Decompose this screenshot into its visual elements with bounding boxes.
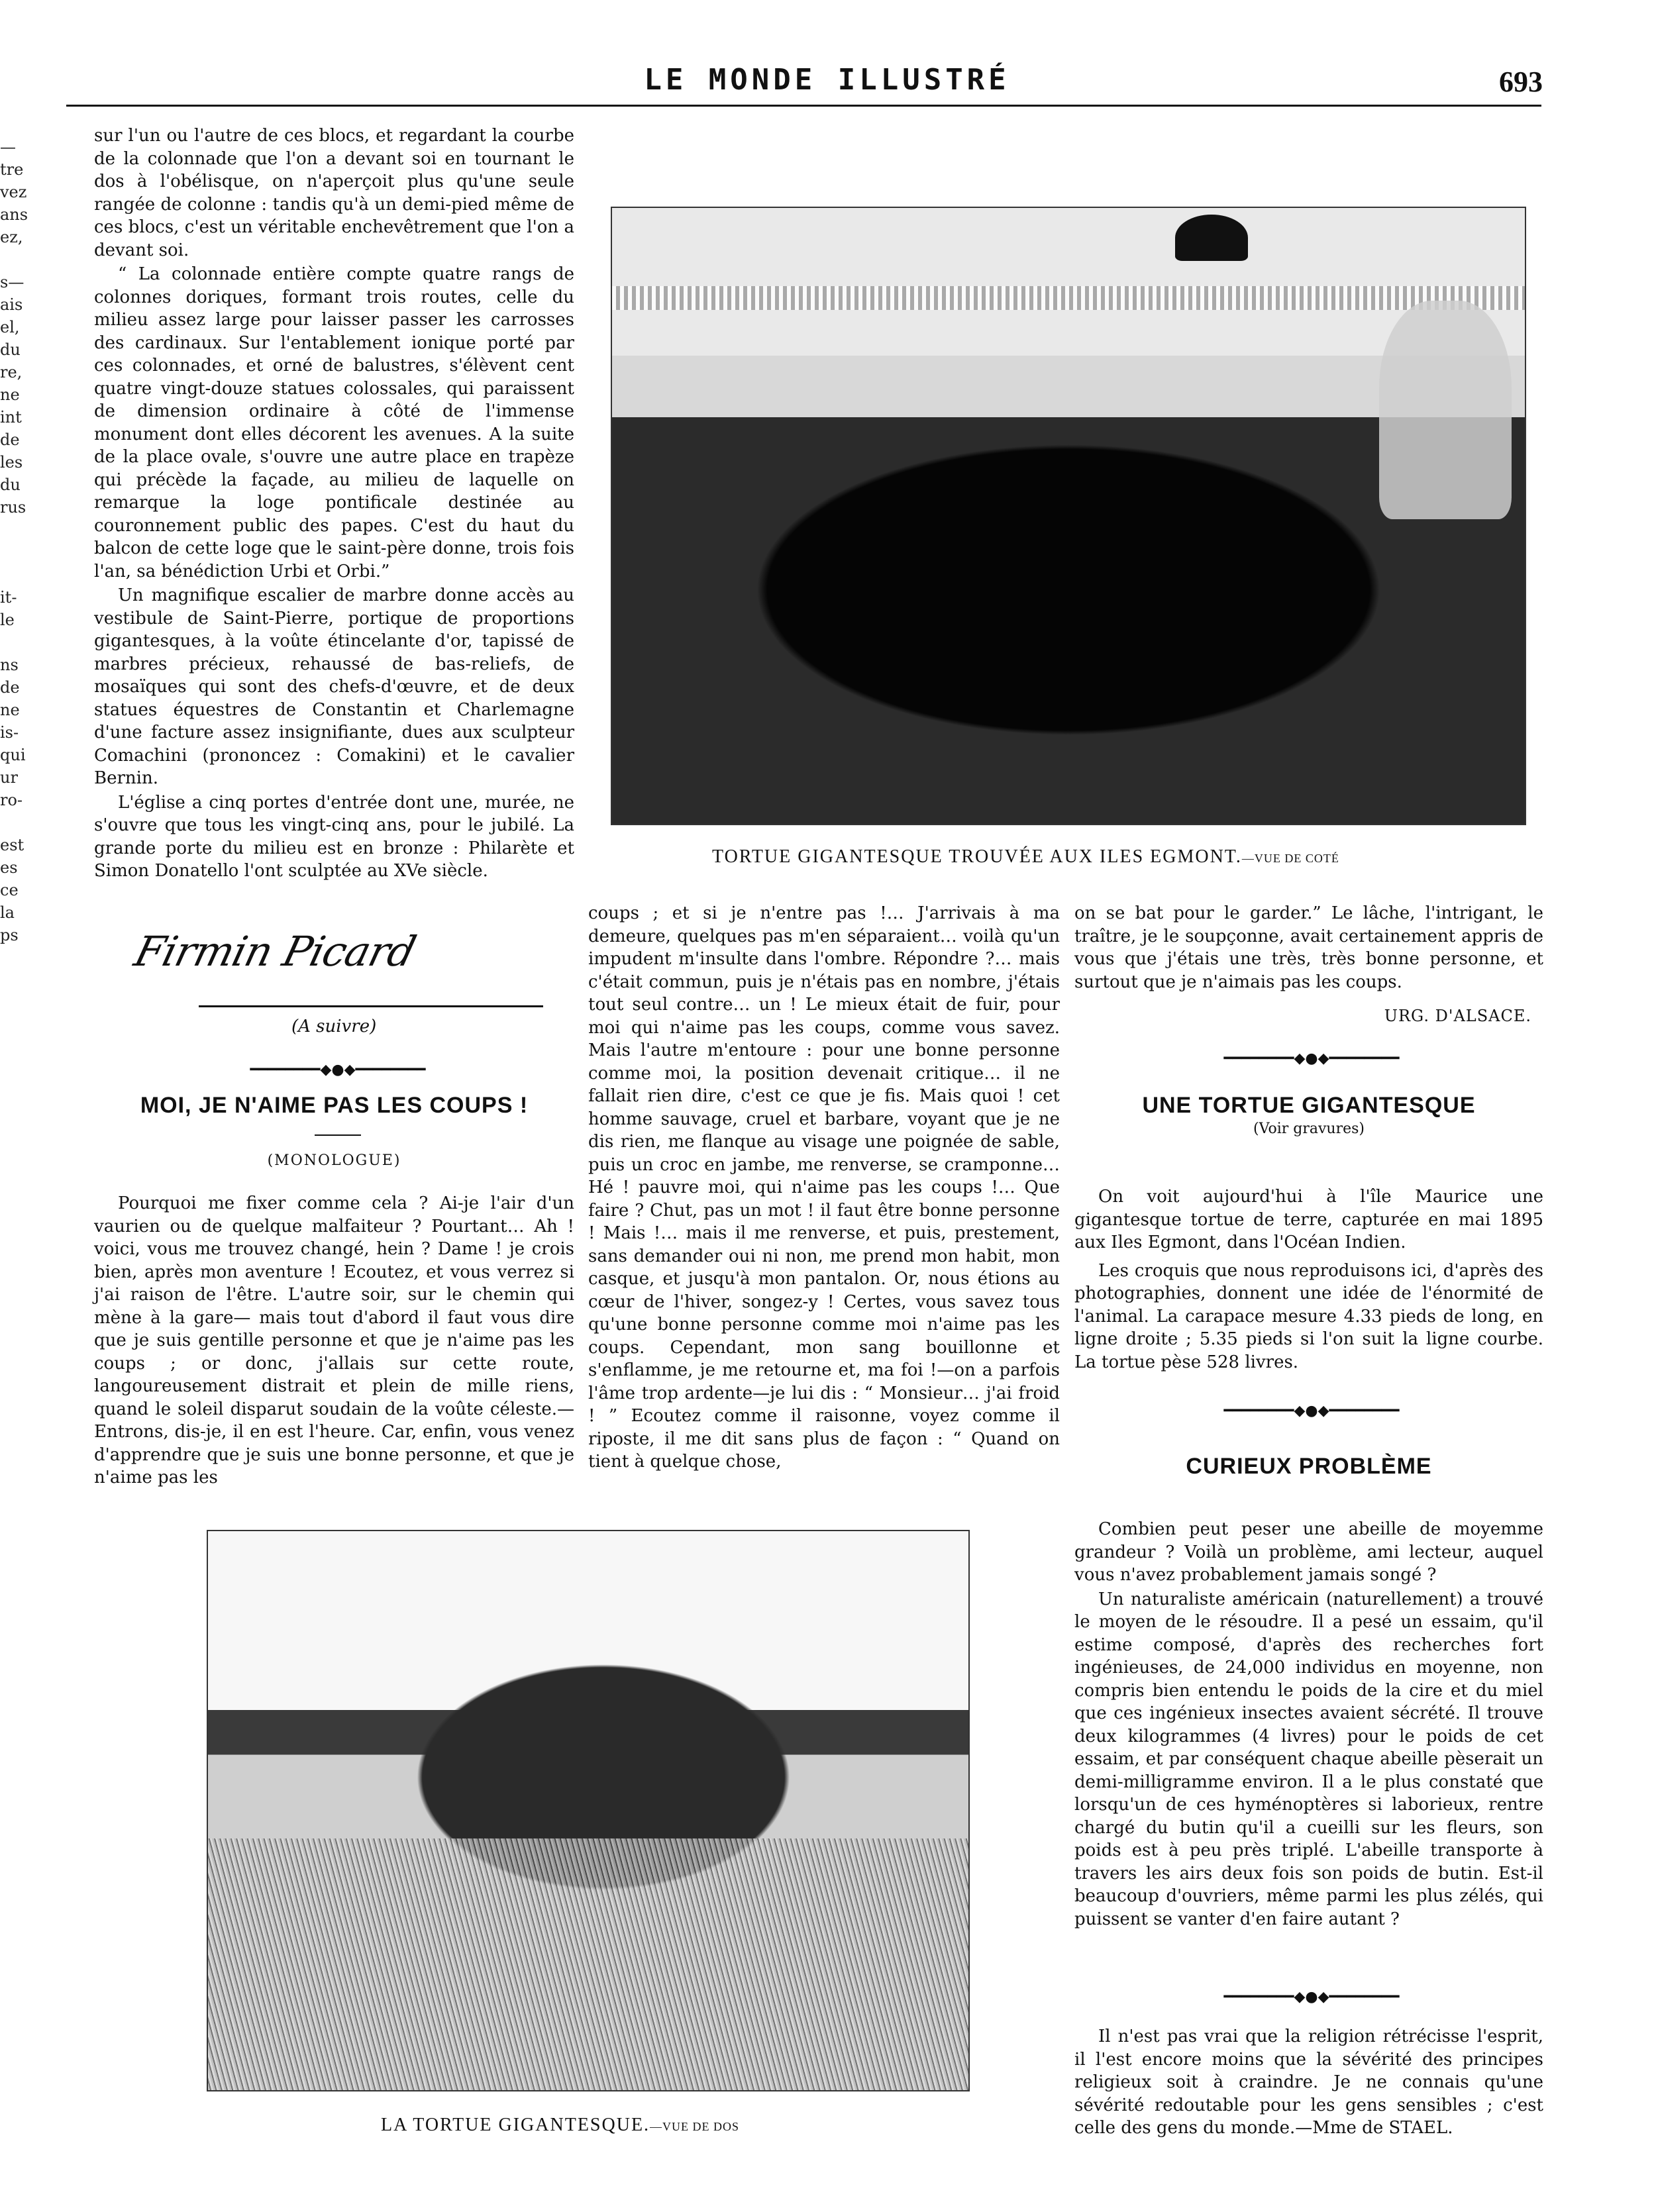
author-signature: Firmin Picard bbox=[129, 927, 421, 976]
paragraph: L'église a cinq portes d'entrée dont une, murée, ne s'ouvre que tous les vingt-cinq ans, pour le jubilé. La grande porte du milieu est en bronze : Philarète et Simon Donatello l'ont sculptée au XVe siècle. bbox=[94, 792, 574, 881]
monologue-column-3 bbox=[1074, 902, 1543, 993]
tortue-title: UNE TORTUE GIGANTESQUE bbox=[1142, 1093, 1476, 1118]
paragraph: Combien peut peser une abeille de moyemme grandeur ? Voilà un problème, ami lecteur, auquel vous n'avez probablement jamais songé ? bbox=[1074, 1519, 1543, 1585]
tortoise-side-view-photo bbox=[611, 207, 1526, 825]
monologue-column-1 bbox=[94, 1192, 574, 1489]
probleme-title: CURIEUX PROBLÈME bbox=[1186, 1454, 1432, 1479]
paragraph: on se bat pour le garder.” Le lâche, l'intrigant, le traître, je le soupçonne, avait certainement appris de vous que j'étais une très, très bonne personne, et surtout que je n'aimais pas les coups. bbox=[1074, 903, 1543, 992]
tortue-subtitle: (Voir gravures) bbox=[1253, 1121, 1365, 1137]
section-ornament bbox=[1212, 1990, 1411, 2005]
grass bbox=[208, 1838, 968, 2090]
paragraph: Un magnifique escalier de marbre donne accès au vestibule de Saint-Pierre, portique de proportions gigantesques, à la voûte étincelante d'or, tapissé de marbres précieux, rehaussé de bas-reliefs, de mosaïques qui sont des chefs-d'œuvre, et de deux statues équestres de Constantin et Charlemagne d'une facture assez insignifiante, dues aux sculpteur Comachini (prononcez : Comakini) et le cavalier Bernin. bbox=[94, 585, 574, 788]
to-follow-note: (A suivre) bbox=[291, 1017, 377, 1036]
paragraph: “ La colonnade entière compte quatre rangs de colonnes doriques, formant trois routes, celle du milieu assez large pour laisser passer les carrosses des cardinaux. Sur l'entablement ionique porté par ces colonnades, et orné de balustres, s'élèvent cent quatre vingt-douze statues colossales, qui paraissent de dimension ordinaire à côté de l'immense monument dont elles décorent les avenues. A la suite de la place ovale, s'ouvre une autre place en trapèze qui précède la façade, au milieu de laquelle on remarque la loge pontificale destinée au couronnement public des papes. C'est du haut du balcon de cette loge que le saint-père donne, trois fois l'an, sa bénédiction Urbi et Orbi.” bbox=[94, 264, 574, 581]
man-figure bbox=[1379, 301, 1512, 519]
signature-underline bbox=[199, 1005, 543, 1007]
bottom-photo-caption: LA TORTUE GIGANTESQUE.—VUE DE DOS bbox=[381, 2115, 740, 2135]
paragraph: Pourquoi me fixer comme cela ? Ai-je l'air d'un vaurien ou de quelque malfaiteur ? Pourtant… Ah ! voici, vous me trouvez changé, hein ? Dame ! je crois bien, après mon aventure ! Ecoutez, et vous verrez si j'ai raison de l'être. L'autre soir, sur le chemin qui mène à la gare— mais tout d'abord il faut vous dire que je suis gentille personne et que je n'aime pas les coups ; or donc, j'allais sur cette route, langoureusement distrait et plein de mille riens, quand le soleil disparut soudain de la voûte céleste.—Entrons, dis-je, il en est l'heure. Car, enfin, vous venez d'apprendre que je suis une bonne personne, et que je n'aime pas les bbox=[94, 1193, 574, 1487]
page-number: 693 bbox=[1499, 66, 1543, 98]
paragraph: On voit aujourd'hui à l'île Maurice une gigantesque tortue de terre, capturée en mai 1895 aux Iles Egmont, dans l'Océan Indien. bbox=[1074, 1187, 1543, 1252]
monologue-column-2 bbox=[588, 902, 1060, 1474]
tortue-text bbox=[1074, 1185, 1543, 1374]
section-ornament bbox=[1212, 1052, 1411, 1066]
previous-page-fragments: — tre vez ans ez, s— ais el, du re, ne int de les du rus it- le ns de ne is- qui ur ro- est es ce la ps bbox=[0, 138, 28, 944]
paragraph: sur l'un ou l'autre de ces blocs, et regardant la courbe de la colonnade que l'on a devant soi en tournant le dos à l'obélisque, on n'aperçoit plus qu'une seule rangée de colonne : tandis qu'à un demi-pied même de ces blocs, c'est un véritable enchevêtrement que l'on a devant soi. bbox=[94, 126, 574, 260]
paragraph: Un naturaliste américain (naturellement) a trouvé le moyen de le résoudre. Il a pesé un essaim, qu'il estime composé, d'après des recherches fort ingénieuses, de 24,000 individus en moyenne, non compris bien entendu le poids de la cire et du miel que ces ingénieux insectes avaient sécrété. Il trouve deux kilogrammes (4 livres) pour le poids de cet essaim, et par conséquent chaque abeille pèserait un demi-milligramme environ. Il a le plus constaté que lorsqu'un de ces hyménoptères si laborieux, rentre chargé du butin qu'il a cueilli sur les fleurs, son poids est à peu près triplé. L'abeille transporte à travers les airs deux fois son poids de butin. Est-il beaucoup d'ouvriers, même parmi les plus zélés, qui puissent se vanter d'en faire autant ? bbox=[1074, 1589, 1543, 1929]
monologue-subtitle: (MONOLOGUE) bbox=[267, 1152, 401, 1169]
header-rule bbox=[66, 105, 1541, 107]
probleme-text bbox=[1074, 1518, 1543, 1931]
tortoise-back-view-photo bbox=[207, 1530, 970, 2091]
section-ornament bbox=[238, 1063, 437, 1078]
paragraph: coups ; et si je n'entre pas !… J'arrivais à ma demeure, quelques pas m'en séparaient… voilà qu'un impudent m'insulte dans l'ombre. Répondre ?… mais c'était commun, puis je n'étais pas en nombre, j'étais tout seul contre… un ! Le mieux était de fuir, pour moi qui n'aime pas les coups, comme vous savez. Mais l'autre m'entoure : pour une bonne personne comme moi, la position devenait critique… il ne fallait rien dire, c'est ce que je fis. Mais quoi ! cet homme sauvage, cruel et barbare, voyant que je ne dis rien, me flanque au visage une poignée de sable, puis un croc en jambe, me renverse, se cramponne… Hé ! pauvre moi, qui n'aime pas les coups !… Que faire ? Chut, pas un mot ! il faut être bonne personne ! Mais !… mais il me renverse, et puis, prestement, sans demander oui ni non, me prend mon habit, mon casque, et jusqu'à mon pantalon. Or, nous étions au cœur de l'hiver, songez-y ! Certes, vous savez tous qu'une bonne personne comme moi n'aime pas les coups. Cependant, mon sang bouillonne et s'enflamme, je me retourne et, ma foi !—on a parfois l'âme trop ardente—je lui dis : “ Monsieur… j'ai froid ! ” Ecoutez comme il raisonne, voyez comme il riposte, il me dit sans plus de façon : “ Quand on tient à quelque chose, bbox=[588, 903, 1060, 1472]
fence bbox=[612, 286, 1525, 310]
top-photo-caption: TORTUE GIGANTESQUE TROUVÉE AUX ILES EGMONT.—VUE DE COTÉ bbox=[712, 846, 1339, 867]
paragraph: Il n'est pas vrai que la religion rétrécisse l'esprit, il l'est encore moins que la sévérité des principes religieux soit à craindre. Je ne connais qu'une sévérité redoutable pour les gens sensibles ; c'est celle des gens du monde.—Mme de STAEL. bbox=[1074, 2027, 1543, 2138]
section-ornament bbox=[1212, 1404, 1411, 1419]
article-column-1 bbox=[94, 125, 574, 883]
title-rule bbox=[315, 1134, 361, 1136]
bowler-hat bbox=[1175, 215, 1248, 261]
newspaper-title: LE MONDE ILLUSTRÉ bbox=[644, 63, 1010, 97]
monologue-author: URG. D'ALSACE. bbox=[1384, 1007, 1531, 1025]
monologue-title: MOI, JE N'AIME PAS LES COUPS ! bbox=[140, 1093, 529, 1118]
paragraph: Les croquis que nous reproduisons ici, d'après des photographies, donnent une idée de l'énormité de l'animal. La carapace mesure 4.33 pieds de long, en ligne droite ; 5.35 pieds si l'on suit la ligne courbe. La tortue pèse 528 livres. bbox=[1074, 1260, 1543, 1372]
quote-text bbox=[1074, 2025, 1543, 2140]
